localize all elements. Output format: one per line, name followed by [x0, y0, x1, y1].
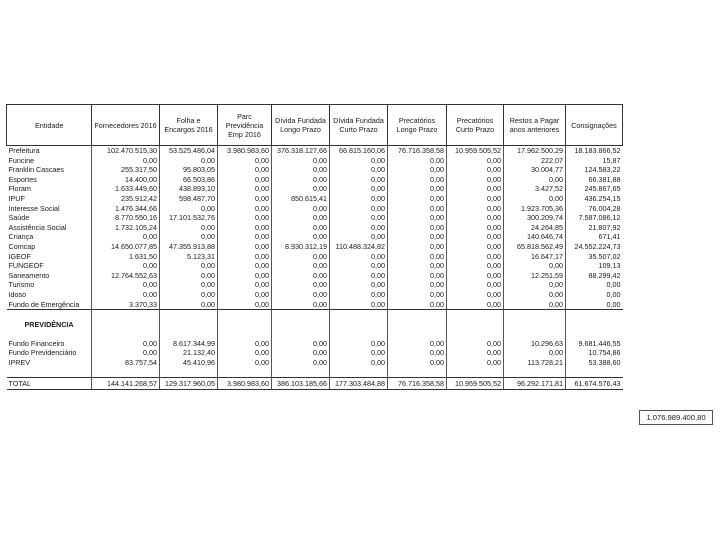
- value-cell: 0,00: [447, 300, 504, 310]
- value-cell: 0,00: [218, 280, 272, 290]
- value-cell: 47.355.913,88: [160, 242, 218, 252]
- entity-cell: Saneamento: [8, 270, 50, 280]
- entity-cell: IPREV: [8, 358, 31, 368]
- table-row: [7, 358, 623, 368]
- value-cell: 0,00: [218, 223, 272, 233]
- value-cell: 10.754,86: [566, 348, 623, 358]
- value-cell: 0,00: [330, 204, 388, 214]
- value-cell: 0,00: [272, 156, 330, 166]
- empty-cell: [388, 310, 447, 320]
- empty-cell: [218, 329, 272, 339]
- empty-cell: [447, 368, 504, 378]
- value-cell: 0,00: [330, 194, 388, 204]
- value-cell: 1.476.344,66: [92, 204, 160, 214]
- value-cell: 0,00: [330, 184, 388, 194]
- value-cell: 0,00: [272, 252, 330, 262]
- value-cell: 0,00: [388, 165, 447, 175]
- value-cell: 0,00: [160, 300, 218, 310]
- value-cell: 0,00: [566, 300, 623, 310]
- entity-cell: Turismo: [8, 280, 35, 290]
- value-cell: 0,00: [272, 213, 330, 223]
- value-cell: 0,00: [388, 223, 447, 233]
- value-cell: 129.317.960,05: [160, 378, 218, 390]
- value-cell: 14.650.077,85: [92, 242, 160, 252]
- total-row: [7, 378, 623, 390]
- value-cell: 0,00: [447, 232, 504, 242]
- value-cell: 21.132,40: [160, 348, 218, 358]
- value-cell: 0,00: [272, 348, 330, 358]
- value-cell: 12.251,59: [504, 271, 566, 281]
- value-cell: 1.631,50: [92, 252, 160, 262]
- value-cell: 0,00: [388, 300, 447, 310]
- table-row: [7, 232, 623, 242]
- column-header: Folha e Encargos 2016: [160, 105, 218, 146]
- value-cell: 0,00: [504, 280, 566, 290]
- header-row: [7, 105, 623, 146]
- value-cell: 24.552.224,73: [566, 242, 623, 252]
- value-cell: 0,00: [218, 194, 272, 204]
- value-cell: 0,00: [447, 261, 504, 271]
- empty-cell: [504, 310, 566, 320]
- value-cell: 235.912,42: [92, 194, 160, 204]
- value-cell: 10.296,63: [504, 339, 566, 349]
- value-cell: 0,00: [388, 348, 447, 358]
- value-cell: 8.930.312,19: [272, 242, 330, 252]
- entity-cell: IGEOF: [8, 251, 31, 261]
- value-cell: 177.303.484,88: [330, 378, 388, 390]
- empty-cell: [388, 329, 447, 339]
- value-cell: 0,00: [504, 290, 566, 300]
- table-row: [7, 194, 623, 204]
- empty-cell: [504, 329, 566, 339]
- value-cell: 0,00: [218, 232, 272, 242]
- entity-cell: Fundo de Emergência: [7, 300, 92, 310]
- value-cell: 10.959.505,52: [447, 146, 504, 156]
- value-cell: 222,07: [504, 156, 566, 166]
- empty-cell: [566, 329, 623, 339]
- value-cell: 0,00: [330, 232, 388, 242]
- value-cell: 0,00: [272, 232, 330, 242]
- value-cell: 0,00: [160, 204, 218, 214]
- empty-cell: [272, 329, 330, 339]
- value-cell: 0,00: [566, 290, 623, 300]
- value-cell: 0,00: [504, 261, 566, 271]
- value-cell: 0,00: [92, 290, 160, 300]
- section-title: PREVIDÊNCIA: [24, 319, 74, 329]
- value-cell: 0,00: [388, 213, 447, 223]
- value-cell: 140.646,74: [504, 232, 566, 242]
- value-cell: 0,00: [272, 223, 330, 233]
- empty-cell: [160, 310, 218, 320]
- value-cell: 0,00: [218, 290, 272, 300]
- value-cell: 0,00: [388, 261, 447, 271]
- value-cell: 3.980.983,60: [218, 146, 272, 156]
- entity-cell: Fundo Financeiro: [8, 338, 65, 348]
- table-row: [7, 339, 623, 349]
- spacer-row: [7, 368, 623, 378]
- section-row: [7, 320, 623, 330]
- entity-cell: Esportes: [8, 174, 37, 184]
- empty-cell: [447, 320, 504, 330]
- value-cell: 0,00: [447, 348, 504, 358]
- value-cell: 3.427,52: [504, 184, 566, 194]
- table-row: [7, 242, 623, 252]
- value-cell: 76.716.358,58: [388, 378, 447, 390]
- table-row: [7, 280, 623, 290]
- empty-cell: [272, 310, 330, 320]
- value-cell: 53.525.486,04: [160, 146, 218, 156]
- value-cell: 144.141.268,57: [92, 378, 160, 390]
- value-cell: 1.732.105,24: [92, 223, 160, 233]
- value-cell: 15,87: [566, 156, 623, 166]
- value-cell: 8.617.344,99: [160, 339, 218, 349]
- value-cell: 436.254,15: [566, 194, 623, 204]
- value-cell: 3.370,33: [92, 300, 160, 310]
- value-cell: 3.980.983,60: [218, 378, 272, 390]
- value-cell: 0,00: [447, 194, 504, 204]
- value-cell: 0,00: [272, 280, 330, 290]
- value-cell: 0,00: [447, 339, 504, 349]
- value-cell: 66.381,88: [566, 175, 623, 185]
- entity-cell: Franklin Cascaes: [8, 165, 65, 175]
- value-cell: 0,00: [272, 204, 330, 214]
- empty-cell: [7, 329, 92, 339]
- value-cell: 0,00: [218, 204, 272, 214]
- value-cell: 0,00: [330, 339, 388, 349]
- value-cell: 95.803,05: [160, 165, 218, 175]
- entity-cell: Saúde: [8, 213, 30, 223]
- value-cell: 17.101.532,76: [160, 213, 218, 223]
- value-cell: 0,00: [272, 300, 330, 310]
- table-row: [7, 300, 623, 310]
- value-cell: 16.647,17: [504, 252, 566, 262]
- value-cell: 0,00: [447, 165, 504, 175]
- value-cell: 0,00: [447, 213, 504, 223]
- entity-cell: Comcap: [8, 241, 36, 251]
- value-cell: 0,00: [447, 223, 504, 233]
- value-cell: 17.962.500,29: [504, 146, 566, 156]
- column-header: Precatórios Longo Prazo: [388, 105, 447, 146]
- value-cell: 76.716.358,58: [388, 146, 447, 156]
- value-cell: 0,00: [218, 358, 272, 368]
- value-cell: 0,00: [504, 300, 566, 310]
- value-cell: 5.123,31: [160, 252, 218, 262]
- value-cell: 0,00: [447, 358, 504, 368]
- value-cell: 438.893,10: [160, 184, 218, 194]
- value-cell: 0,00: [218, 261, 272, 271]
- empty-cell: [330, 320, 388, 330]
- entity-cell: Fundo Previdenciário: [8, 348, 77, 358]
- value-cell: 0,00: [330, 290, 388, 300]
- empty-cell: [160, 368, 218, 378]
- column-header: Parc Previdência Emp 2016: [218, 105, 272, 146]
- value-cell: 0,00: [388, 252, 447, 262]
- value-cell: 0,00: [330, 156, 388, 166]
- entity-cell: Funcine: [8, 155, 35, 165]
- empty-cell: [92, 368, 160, 378]
- empty-cell: [447, 310, 504, 320]
- value-cell: 113.728,21: [504, 358, 566, 368]
- financial-table: [6, 104, 623, 390]
- table-row: [7, 261, 623, 271]
- entity-cell: TOTAL: [7, 378, 92, 390]
- value-cell: 110.488.324,82: [330, 242, 388, 252]
- value-cell: 0,00: [92, 339, 160, 349]
- value-cell: 0,00: [330, 261, 388, 271]
- value-cell: 102.470.515,30: [92, 146, 160, 156]
- empty-cell: [330, 310, 388, 320]
- value-cell: 0,00: [92, 232, 160, 242]
- entity-cell: FUNGEOF: [8, 261, 44, 271]
- value-cell: 0,00: [160, 156, 218, 166]
- column-header: Dívida Fundada Longo Prazo: [272, 105, 330, 146]
- value-cell: 65.818.562,49: [504, 242, 566, 252]
- value-cell: 0,00: [504, 175, 566, 185]
- value-cell: 0,00: [160, 290, 218, 300]
- value-cell: 386.103.185,66: [272, 378, 330, 390]
- value-cell: 0,00: [218, 242, 272, 252]
- value-cell: 9.681.446,55: [566, 339, 623, 349]
- table-row: [7, 165, 623, 175]
- value-cell: 0,00: [272, 184, 330, 194]
- value-cell: 0,00: [272, 358, 330, 368]
- value-cell: 0,00: [272, 271, 330, 281]
- value-cell: 0,00: [272, 165, 330, 175]
- value-cell: 376.318.127,66: [272, 146, 330, 156]
- empty-cell: [218, 320, 272, 330]
- table-row: [7, 204, 623, 214]
- empty-cell: [92, 320, 160, 330]
- value-cell: 0,00: [272, 290, 330, 300]
- value-cell: 0,00: [330, 348, 388, 358]
- value-cell: 1.633.449,60: [92, 184, 160, 194]
- value-cell: 0,00: [330, 358, 388, 368]
- value-cell: 124.583,22: [566, 165, 623, 175]
- value-cell: 96.292.171,81: [504, 378, 566, 390]
- value-cell: 0,00: [92, 280, 160, 290]
- value-cell: 35.507,02: [566, 252, 623, 262]
- value-cell: 0,00: [388, 194, 447, 204]
- column-header: Precatórios Curto Prazo: [447, 105, 504, 146]
- table-row: [7, 290, 623, 300]
- table-row: [7, 348, 623, 358]
- value-cell: 245.867,65: [566, 184, 623, 194]
- value-cell: 61.674.576,43: [566, 378, 623, 390]
- value-cell: 0,00: [447, 242, 504, 252]
- entity-cell: Criança: [8, 232, 34, 242]
- value-cell: 53.388,60: [566, 358, 623, 368]
- value-cell: 0,00: [388, 271, 447, 281]
- value-cell: 0,00: [388, 204, 447, 214]
- value-cell: 0,00: [447, 271, 504, 281]
- value-cell: 88.299,42: [566, 271, 623, 281]
- empty-cell: [566, 310, 623, 320]
- table-row: [7, 223, 623, 233]
- value-cell: 0,00: [330, 300, 388, 310]
- value-cell: 0,00: [272, 339, 330, 349]
- value-cell: 0,00: [447, 156, 504, 166]
- value-cell: 0,00: [160, 280, 218, 290]
- table-row: [7, 146, 623, 156]
- spacer-row: [7, 310, 623, 320]
- value-cell: 109,13: [566, 261, 623, 271]
- value-cell: 0,00: [92, 348, 160, 358]
- value-cell: 0,00: [272, 175, 330, 185]
- value-cell: 0,00: [218, 339, 272, 349]
- value-cell: 0,00: [218, 252, 272, 262]
- entity-cell: Idoso: [8, 289, 27, 299]
- empty-cell: [566, 368, 623, 378]
- value-cell: 0,00: [218, 348, 272, 358]
- value-cell: 0,00: [330, 252, 388, 262]
- value-cell: 300.209,74: [504, 213, 566, 223]
- empty-cell: [272, 320, 330, 330]
- table-row: [7, 175, 623, 185]
- value-cell: 1.923.705,36: [504, 204, 566, 214]
- value-cell: 0,00: [218, 271, 272, 281]
- empty-cell: [388, 320, 447, 330]
- value-cell: 255.317,50: [92, 165, 160, 175]
- grand-total: 1.076.989.400,80: [639, 410, 713, 425]
- value-cell: 0,00: [388, 184, 447, 194]
- value-cell: 0,00: [160, 261, 218, 271]
- table-row: [7, 271, 623, 281]
- column-header: Consignações: [566, 105, 623, 146]
- value-cell: 0,00: [272, 261, 330, 271]
- column-header: Entidade: [7, 105, 92, 146]
- empty-cell: [330, 368, 388, 378]
- empty-cell: [218, 368, 272, 378]
- value-cell: 0,00: [218, 175, 272, 185]
- value-cell: 0,00: [330, 223, 388, 233]
- empty-cell: [504, 368, 566, 378]
- value-cell: 30.004,77: [504, 165, 566, 175]
- value-cell: 0,00: [447, 290, 504, 300]
- value-cell: 0,00: [160, 232, 218, 242]
- value-cell: 0,00: [218, 184, 272, 194]
- value-cell: 0,00: [388, 358, 447, 368]
- value-cell: 0,00: [160, 271, 218, 281]
- value-cell: 45.410,96: [160, 358, 218, 368]
- entity-cell: IPUF: [8, 193, 25, 203]
- value-cell: 0,00: [447, 252, 504, 262]
- value-cell: 0,00: [566, 280, 623, 290]
- value-cell: 0,00: [388, 156, 447, 166]
- table-row: [7, 252, 623, 262]
- value-cell: 18.183.866,52: [566, 146, 623, 156]
- empty-cell: [504, 320, 566, 330]
- value-cell: 0,00: [160, 223, 218, 233]
- value-cell: 0,00: [330, 271, 388, 281]
- value-cell: 0,00: [504, 348, 566, 358]
- value-cell: 0,00: [218, 213, 272, 223]
- empty-cell: [447, 329, 504, 339]
- entity-cell: Prefeitura: [8, 146, 40, 155]
- value-cell: 0,00: [388, 242, 447, 252]
- empty-cell: [7, 310, 92, 320]
- value-cell: 12.764.552,63: [92, 271, 160, 281]
- value-cell: 66.815.160,06: [330, 146, 388, 156]
- column-header: Restos a Pagar anos anteriores: [504, 105, 566, 146]
- entity-cell: Assistência Social: [8, 222, 67, 232]
- value-cell: 0,00: [388, 290, 447, 300]
- value-cell: 66.503,86: [160, 175, 218, 185]
- empty-cell: [566, 320, 623, 330]
- financial-table-container: [6, 104, 623, 390]
- column-header: Dívida Fundada Curto Prazo: [330, 105, 388, 146]
- value-cell: 21.807,92: [566, 223, 623, 233]
- value-cell: 0,00: [447, 204, 504, 214]
- value-cell: 83.757,54: [92, 358, 160, 368]
- empty-cell: [330, 329, 388, 339]
- value-cell: 671,41: [566, 232, 623, 242]
- value-cell: 0,00: [92, 156, 160, 166]
- table-body: [7, 105, 623, 390]
- value-cell: 0,00: [330, 175, 388, 185]
- value-cell: 76.004,28: [566, 204, 623, 214]
- empty-cell: [272, 368, 330, 378]
- table-row: [7, 184, 623, 194]
- column-header: Fornecedores 2016: [92, 105, 160, 146]
- table-row: [7, 213, 623, 223]
- value-cell: 24.264,85: [504, 223, 566, 233]
- value-cell: 0,00: [218, 300, 272, 310]
- value-cell: 0,00: [330, 213, 388, 223]
- empty-cell: [92, 310, 160, 320]
- value-cell: 8.770.550,16: [92, 213, 160, 223]
- empty-cell: [92, 329, 160, 339]
- value-cell: 0,00: [504, 194, 566, 204]
- value-cell: 0,00: [388, 175, 447, 185]
- empty-cell: [388, 368, 447, 378]
- entity-cell: Floram: [8, 184, 31, 194]
- table-row: [7, 156, 623, 166]
- value-cell: 14.400,00: [92, 175, 160, 185]
- empty-cell: [160, 329, 218, 339]
- value-cell: 0,00: [388, 232, 447, 242]
- value-cell: 0,00: [218, 165, 272, 175]
- value-cell: 0,00: [447, 184, 504, 194]
- spacer-row: [7, 329, 623, 339]
- value-cell: 598.487,70: [160, 194, 218, 204]
- value-cell: 0,00: [330, 280, 388, 290]
- value-cell: 850.615,41: [272, 194, 330, 204]
- entity-cell: Interesse Social: [8, 203, 60, 213]
- value-cell: 0,00: [330, 165, 388, 175]
- empty-cell: [7, 368, 92, 378]
- value-cell: 0,00: [92, 261, 160, 271]
- empty-cell: [160, 320, 218, 330]
- value-cell: 7.587.086,12: [566, 213, 623, 223]
- value-cell: 0,00: [447, 175, 504, 185]
- value-cell: 0,00: [388, 280, 447, 290]
- value-cell: 0,00: [388, 339, 447, 349]
- empty-cell: [218, 310, 272, 320]
- value-cell: 0,00: [447, 280, 504, 290]
- value-cell: 10.959.505,52: [447, 378, 504, 390]
- value-cell: 0,00: [218, 156, 272, 166]
